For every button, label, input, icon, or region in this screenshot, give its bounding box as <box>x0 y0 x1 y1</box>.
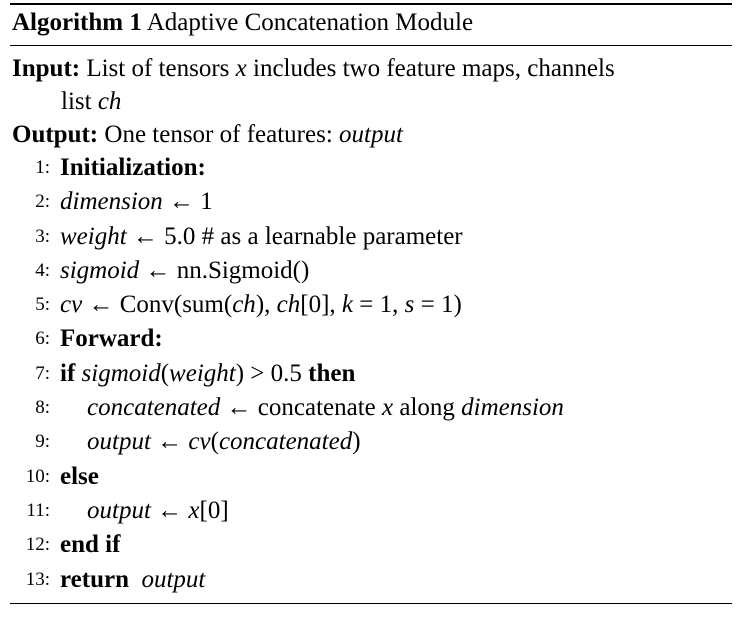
expression: 5.0 # as a learnable parameter <box>164 222 463 250</box>
expression: ( <box>160 359 170 387</box>
keyword-if: if <box>60 359 76 387</box>
assign-arrow: ← <box>88 291 114 319</box>
assign-arrow: ← <box>157 428 183 456</box>
assign-arrow: ← <box>157 496 183 524</box>
line-number: 4: <box>35 259 50 281</box>
variable: sigmoid <box>81 359 161 387</box>
output-text: One tensor of features: <box>104 121 333 148</box>
input-var-x: x <box>235 55 247 82</box>
assign-arrow: ← <box>132 222 158 250</box>
input-text-3: list <box>61 88 92 115</box>
line-2 <box>10 185 732 219</box>
line-number: 10: <box>25 465 50 487</box>
variable: dimension <box>60 188 163 216</box>
variable-x: x <box>188 496 200 524</box>
bottom-rule <box>10 603 732 604</box>
line-number: 2: <box>35 191 50 213</box>
expression: = 1) <box>414 291 462 319</box>
line-number: 3: <box>35 225 50 247</box>
keyword-then: then <box>308 359 356 387</box>
variable: weight <box>60 222 127 250</box>
line-6 <box>10 322 732 356</box>
line-number: 7: <box>35 362 50 384</box>
variable: dimension <box>461 394 564 422</box>
variable: sigmoid <box>60 256 140 284</box>
line-3 <box>10 220 732 254</box>
expression: ), <box>255 291 277 319</box>
output-label: Output: <box>12 121 99 148</box>
expression: 1 <box>200 188 213 216</box>
input-spec <box>10 52 732 118</box>
keyword: Forward: <box>60 325 163 353</box>
variable: cv <box>188 428 211 456</box>
input-text-2: includes two feature maps, channels <box>253 55 615 82</box>
variable-ch: ch <box>232 291 256 319</box>
input-label: Input: <box>12 55 81 82</box>
title-rule <box>10 45 732 46</box>
keyword-end-if: end if <box>60 531 121 559</box>
keyword-else: else <box>60 462 99 490</box>
line-8 <box>10 391 732 425</box>
line-10 <box>10 460 732 494</box>
variable: concatenated <box>218 428 353 456</box>
expression: [0], <box>300 291 342 319</box>
line-9 <box>10 425 732 459</box>
line-number: 9: <box>35 431 50 453</box>
variable: output <box>87 428 151 456</box>
expression: ) <box>352 428 361 456</box>
line-number: 6: <box>35 328 50 350</box>
expression: ) > 0.5 <box>235 359 302 387</box>
line-11 <box>10 494 732 528</box>
input-text-1: List of tensors <box>86 55 230 82</box>
line-number: 8: <box>35 397 50 419</box>
algorithm-block <box>10 3 732 604</box>
algorithm-title <box>10 5 732 41</box>
variable: concatenated <box>87 394 221 422</box>
variable-k: k <box>341 291 354 319</box>
algorithm-name: Adaptive Concatenation Module <box>146 9 474 36</box>
assign-arrow: ← <box>226 394 252 422</box>
expression: along <box>399 394 455 422</box>
expression: [0] <box>199 496 229 524</box>
line-1 <box>10 151 732 185</box>
line-13 <box>10 563 732 597</box>
line-number: 11: <box>26 499 50 521</box>
expression: Conv(sum( <box>119 291 233 319</box>
expression: = 1, <box>353 291 405 319</box>
assign-arrow: ← <box>145 256 171 284</box>
variable: cv <box>60 291 83 319</box>
input-continuation <box>12 85 732 118</box>
line-12 <box>10 528 732 562</box>
variable: weight <box>169 359 236 387</box>
line-7 <box>10 357 732 391</box>
expression: ( <box>210 428 219 456</box>
line-number: 5: <box>35 294 50 316</box>
assign-arrow: ← <box>169 188 195 216</box>
variable-x: x <box>382 394 394 422</box>
input-var-ch: ch <box>97 88 122 115</box>
line-4 <box>10 254 732 288</box>
line-number: 13: <box>25 568 50 590</box>
variable: output <box>87 496 151 524</box>
keyword-return: return <box>60 565 129 593</box>
keyword: Initialization: <box>60 154 206 181</box>
expression: nn.Sigmoid() <box>176 256 310 284</box>
line-5 <box>10 288 732 322</box>
variable-ch: ch <box>276 291 301 319</box>
variable-s: s <box>404 291 415 319</box>
algorithm-body <box>10 151 732 597</box>
variable: output <box>141 565 206 593</box>
line-number: 1: <box>35 157 50 178</box>
output-var: output <box>339 121 403 148</box>
output-spec <box>10 118 732 151</box>
algorithm-label: Algorithm 1 <box>12 9 142 36</box>
line-number: 12: <box>25 534 50 556</box>
expression: concatenate <box>257 394 376 422</box>
